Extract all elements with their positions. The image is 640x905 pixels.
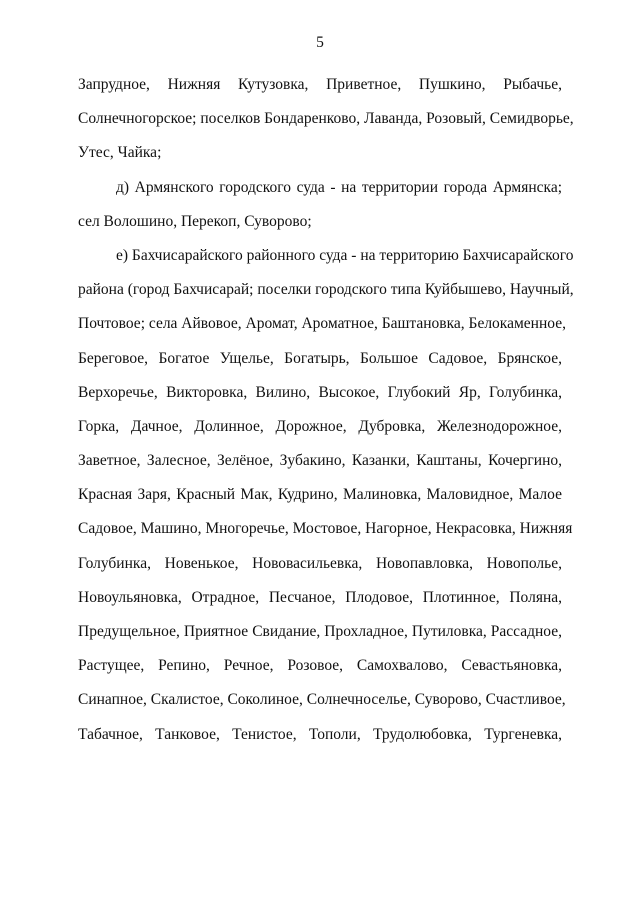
page-number: 5 (316, 34, 324, 51)
text-line: Синапное, Скалистое, Соколиное, Солнечноселье, Суворово, Счастливое, (78, 691, 566, 709)
text-line: Горка, Дачное, Долинное, Дорожное, Дубровка, Железнодорожное, (78, 417, 562, 435)
text-line: Солнечногорское; поселков Бондаренково, Лаванда, Розовый, Семидворье, (78, 110, 574, 128)
text-line: Заветное, Залесное, Зелёное, Зубакино, Казанки, Каштаны, Кочергино, (78, 452, 562, 470)
text-line: Голубинка, Новенькое, Нововасильевка, Новопавловка, Новополье, (78, 554, 562, 572)
text-line: е) Бахчисарайского районного суда - на территорию Бахчисарайского (116, 246, 574, 264)
text-line: Почтовое; села Айвовое, Аромат, Ароматное, Баштановка, Белокаменное, (78, 315, 566, 333)
document-body (78, 68, 574, 752)
text-line: Табачное, Танковое, Тенистое, Тополи, Трудолюбовка, Тургеневка, (78, 725, 562, 743)
text-line: района (город Бахчисарай; поселки городского типа Куйбышево, Научный, (78, 281, 574, 299)
text-line: Верхоречье, Викторовка, Вилино, Высокое, Глубокий Яр, Голубинка, (78, 383, 562, 401)
text-line: Запрудное, Нижняя Кутузовка, Приветное, Пушкино, Рыбачье, (78, 76, 562, 93)
text-line: Утес, Чайка; (78, 144, 162, 162)
text-line: Береговое, Богатое Ущелье, Богатырь, Большое Садовое, Брянское, (78, 349, 562, 367)
text-line: Новоульяновка, Отрадное, Песчаное, Плодовое, Плотинное, Поляна, (78, 588, 562, 606)
text-line: Предущельное, Приятное Свидание, Прохладное, Путиловка, Рассадное, (78, 623, 562, 640)
text-line: Садовое, Машино, Многоречье, Мостовое, Нагорное, Некрасовка, Нижняя (78, 520, 573, 538)
text-line: Красная Заря, Красный Мак, Кудрино, Малиновка, Маловидное, Малое (78, 486, 562, 504)
text-line: Растущее, Репино, Речное, Розовое, Самохвалово, Севастьяновка, (78, 657, 562, 675)
text-line: сел Волошино, Перекоп, Суворово; (78, 212, 312, 230)
text-line: д) Армянского городского суда - на территории города Армянска; (116, 178, 562, 196)
